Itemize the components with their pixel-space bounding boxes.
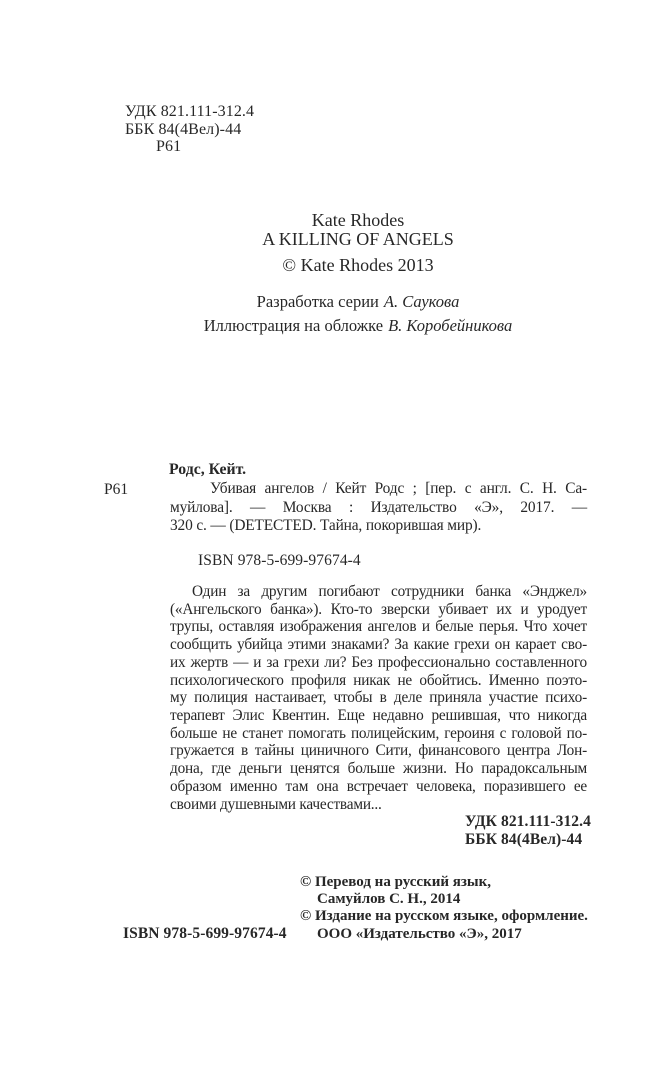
copyright-line: © Издание на русском языке, оформление. <box>300 908 588 925</box>
card-description <box>170 480 587 536</box>
series-credit-line <box>130 290 586 314</box>
annotation-line: гружается в тайны циничного Сити, финансового центра Лон- <box>170 742 587 760</box>
bottom-bbk-code: ББК 84(4Вел)-44 <box>465 830 583 848</box>
annotation-line: Один за другим погибают сотрудники банка «Энджел» <box>192 583 587 600</box>
copyright-line: ООО «Издательство «Э», 2017 <box>317 925 522 942</box>
annotation-line: их жертв — и за грехи ли? Без профессионально составленного <box>170 653 587 671</box>
top-codes-block <box>125 103 254 156</box>
annotation-line: дона, где деньги ценятся больше жизни. Но парадоксальным <box>170 760 587 778</box>
copyright-line: Самуйлов С. Н., 2014 <box>317 891 461 908</box>
annotation-line: образом именно там она встречает человека, поразившего ее <box>170 777 587 795</box>
annotation-line: трупы, оставляя изображения ангелов и белые перья. Что хочет <box>170 618 587 636</box>
bottom-isbn: ISBN 978-5-699-97674-4 <box>123 925 287 942</box>
annotation-line: больше не станет помогать полицейским, героиня с головой по- <box>170 724 587 742</box>
annotation-line: терапевт Элис Квентин. Еще недавно решившая, что никогда <box>170 707 587 725</box>
card-line: Убивая ангелов / Кейт Родс ; [пер. с англ. С. Н. Са- <box>210 480 587 497</box>
card-isbn: ISBN 978-5-699-97674-4 <box>198 552 361 569</box>
bottom-codes-block <box>465 813 591 848</box>
annotation-line: своими душевными качествами... <box>170 795 382 813</box>
original-copyright: © Kate Rhodes 2013 <box>282 255 434 275</box>
original-author: Kate Rhodes <box>311 210 405 230</box>
original-title-block <box>130 211 586 275</box>
annotation-line: («Ангельского банка»). Кто-то зверски убивает их и уродует <box>170 600 587 618</box>
card-line: 320 с. — (DETECTED. Тайна, покорившая мир). <box>170 517 482 535</box>
annotation-line: психологического профиля никак не обойтись. Именно поэто- <box>170 671 587 689</box>
udk-code: УДК 821.111-312.4 <box>125 103 255 120</box>
card-line: муйлова]. — Москва : Издательство «Э», 2017. — <box>170 498 587 516</box>
bottom-udk-code: УДК 821.111-312.4 <box>465 813 591 830</box>
cover-artist-name: В. Коробейникова <box>388 316 513 335</box>
cover-label: Иллюстрация на обложке <box>203 316 384 335</box>
series-designer-name: А. Саукова <box>383 292 460 311</box>
card-author-sign: Р61 <box>104 481 129 498</box>
annotation-block <box>170 583 587 813</box>
original-title: A KILLING OF ANGELS <box>262 229 454 249</box>
annotation-line: сообщить убийца этими знаками? За какие грехи он карает сво- <box>170 636 587 654</box>
copyright-block <box>300 874 588 943</box>
copyright-line: © Перевод на русский язык, <box>300 874 492 890</box>
series-label: Разработка серии <box>256 292 379 311</box>
bbk-code: ББК 84(4Вел)-44 <box>125 120 242 138</box>
cover-credit-line <box>130 314 586 338</box>
author-sign: Р61 <box>156 138 182 155</box>
series-credits-block <box>130 290 586 338</box>
annotation-line: му полиция настаивает, чтобы в деле приняла участие психо- <box>170 689 587 707</box>
card-author-heading: Родс, Кейт. <box>169 461 247 478</box>
